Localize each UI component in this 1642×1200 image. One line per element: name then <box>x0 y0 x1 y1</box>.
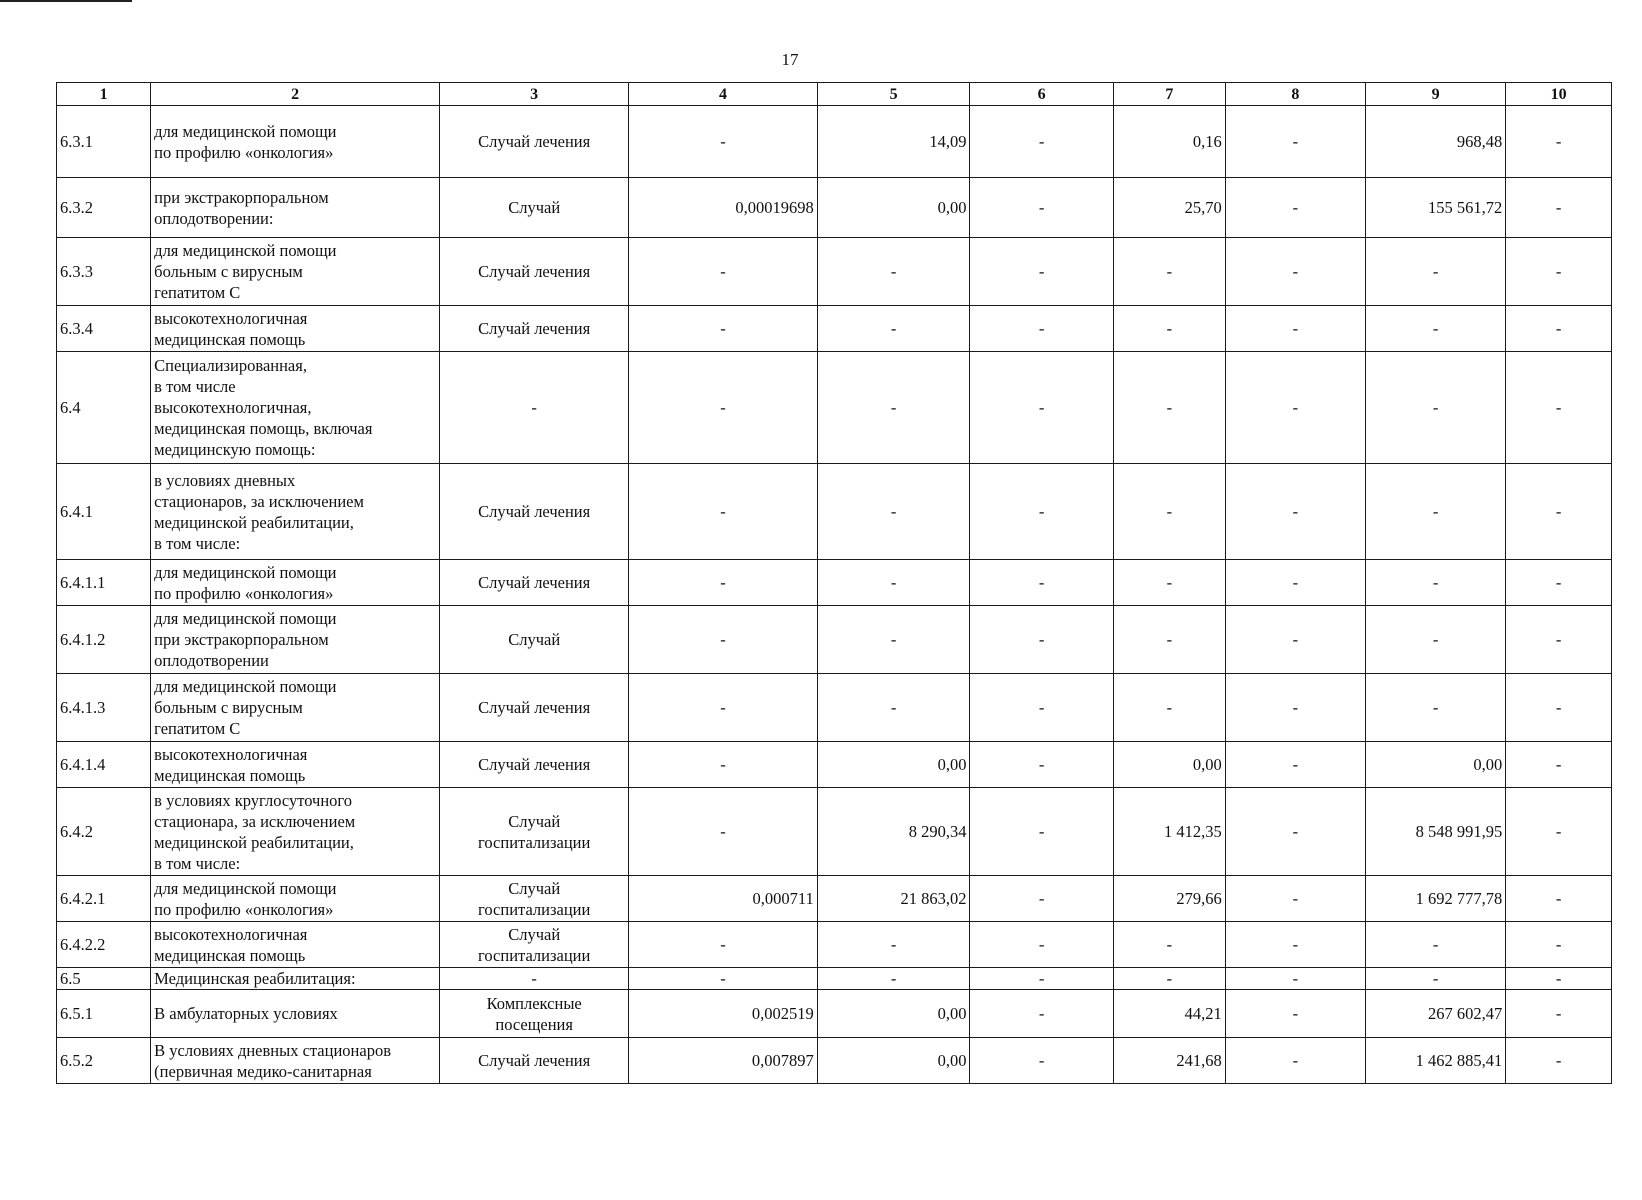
col9-value: - <box>1366 968 1506 990</box>
col9-value: 155 561,72 <box>1366 178 1506 238</box>
row-code: 6.4 <box>57 352 151 464</box>
row-unit: Случай лечения <box>439 464 628 560</box>
col4-value: - <box>629 106 817 178</box>
col9-value: 968,48 <box>1366 106 1506 178</box>
col7-value: - <box>1113 968 1225 990</box>
corner-rule <box>0 0 132 2</box>
row-unit: - <box>439 352 628 464</box>
col5-value: - <box>817 922 970 968</box>
table-row <box>57 464 1612 560</box>
col7-value: 279,66 <box>1113 876 1225 922</box>
col4-value: - <box>629 352 817 464</box>
col5-value: - <box>817 606 970 674</box>
row-code: 6.5.2 <box>57 1038 151 1084</box>
row-name: для медицинской помощи по профилю «онкология» <box>151 106 440 178</box>
row-unit: Случай госпитализации <box>439 788 628 876</box>
row-code: 6.4.2.1 <box>57 876 151 922</box>
row-code: 6.5.1 <box>57 990 151 1038</box>
col6-value: - <box>970 306 1113 352</box>
column-header-4: 4 <box>629 83 817 106</box>
table-row <box>57 968 1612 990</box>
row-code: 6.4.2.2 <box>57 922 151 968</box>
column-header-9: 9 <box>1366 83 1506 106</box>
row-code: 6.4.1 <box>57 464 151 560</box>
row-name: для медицинской помощи по профилю «онкология» <box>151 560 440 606</box>
column-header-10: 10 <box>1506 83 1612 106</box>
col7-value: - <box>1113 560 1225 606</box>
row-name: для медицинской помощи больным с вирусным гепатитом С <box>151 238 440 306</box>
row-name: для медицинской помощи больным с вирусным гепатитом С <box>151 674 440 742</box>
col6-value: - <box>970 178 1113 238</box>
col5-value: - <box>817 238 970 306</box>
row-code: 6.3.2 <box>57 178 151 238</box>
table-row <box>57 674 1612 742</box>
col6-value: - <box>970 238 1113 306</box>
col9-value: - <box>1366 238 1506 306</box>
col9-value: - <box>1366 464 1506 560</box>
col8-value: - <box>1225 990 1365 1038</box>
col10-value: - <box>1506 238 1612 306</box>
col9-value: - <box>1366 560 1506 606</box>
col4-value: - <box>629 742 817 788</box>
row-unit: Случай госпитализации <box>439 876 628 922</box>
row-unit: Случай <box>439 178 628 238</box>
col10-value: - <box>1506 606 1612 674</box>
col4-value: - <box>629 306 817 352</box>
row-unit: Случай лечения <box>439 1038 628 1084</box>
col7-value: 241,68 <box>1113 1038 1225 1084</box>
col6-value: - <box>970 788 1113 876</box>
col8-value: - <box>1225 1038 1365 1084</box>
col6-value: - <box>970 560 1113 606</box>
table-row <box>57 788 1612 876</box>
table-row <box>57 560 1612 606</box>
col7-value: - <box>1113 922 1225 968</box>
row-name: Медицинская реабилитация: <box>151 968 440 990</box>
column-header-7: 7 <box>1113 83 1225 106</box>
col10-value: - <box>1506 788 1612 876</box>
col6-value: - <box>970 464 1113 560</box>
row-name: для медицинской помощи по профилю «онкология» <box>151 876 440 922</box>
col9-value: 1 462 885,41 <box>1366 1038 1506 1084</box>
col8-value: - <box>1225 238 1365 306</box>
row-unit: Случай лечения <box>439 742 628 788</box>
col6-value: - <box>970 922 1113 968</box>
col10-value: - <box>1506 560 1612 606</box>
col9-value: - <box>1366 922 1506 968</box>
col5-value: 0,00 <box>817 1038 970 1084</box>
col5-value: 8 290,34 <box>817 788 970 876</box>
row-unit: Случай лечения <box>439 674 628 742</box>
col8-value: - <box>1225 968 1365 990</box>
row-unit: Случай лечения <box>439 238 628 306</box>
col10-value: - <box>1506 352 1612 464</box>
col10-value: - <box>1506 990 1612 1038</box>
column-header-2: 2 <box>151 83 440 106</box>
col8-value: - <box>1225 674 1365 742</box>
row-name: Специализированная, в том числе высокотехнологичная, медицинская помощь, включая медицинскую помощь: <box>151 352 440 464</box>
col5-value: 0,00 <box>817 742 970 788</box>
col6-value: - <box>970 1038 1113 1084</box>
row-code: 6.3.4 <box>57 306 151 352</box>
col9-value: - <box>1366 306 1506 352</box>
col5-value: 0,00 <box>817 990 970 1038</box>
col7-value: - <box>1113 306 1225 352</box>
row-unit: Случай лечения <box>439 560 628 606</box>
col8-value: - <box>1225 742 1365 788</box>
table-row <box>57 106 1612 178</box>
table-body <box>57 106 1612 1084</box>
col4-value: - <box>629 560 817 606</box>
col6-value: - <box>970 352 1113 464</box>
col10-value: - <box>1506 742 1612 788</box>
col7-value: - <box>1113 674 1225 742</box>
col7-value: 25,70 <box>1113 178 1225 238</box>
row-code: 6.4.1.4 <box>57 742 151 788</box>
col8-value: - <box>1225 606 1365 674</box>
col8-value: - <box>1225 306 1365 352</box>
row-name: высокотехнологичная медицинская помощь <box>151 742 440 788</box>
page-number: 17 <box>781 50 799 69</box>
col5-value: 0,00 <box>817 178 970 238</box>
row-code: 6.4.1.2 <box>57 606 151 674</box>
table-row <box>57 238 1612 306</box>
col4-value: 0,00019698 <box>629 178 817 238</box>
col9-value: 0,00 <box>1366 742 1506 788</box>
col9-value: - <box>1366 606 1506 674</box>
column-header-8: 8 <box>1225 83 1365 106</box>
col9-value: - <box>1366 352 1506 464</box>
col4-value: 0,000711 <box>629 876 817 922</box>
col7-value: - <box>1113 464 1225 560</box>
table-row <box>57 922 1612 968</box>
row-name: В амбулаторных условиях <box>151 990 440 1038</box>
table-row <box>57 606 1612 674</box>
row-unit: Комплексные посещения <box>439 990 628 1038</box>
row-name: в условиях круглосуточного стационара, за исключением медицинской реабилитации, в том числе: <box>151 788 440 876</box>
col4-value: - <box>629 464 817 560</box>
column-header-1: 1 <box>57 83 151 106</box>
row-code: 6.4.2 <box>57 788 151 876</box>
col4-value: - <box>629 238 817 306</box>
col10-value: - <box>1506 106 1612 178</box>
col7-value: 44,21 <box>1113 990 1225 1038</box>
row-name: при экстракорпоральном оплодотворении: <box>151 178 440 238</box>
table-row <box>57 352 1612 464</box>
row-code: 6.3.1 <box>57 106 151 178</box>
col10-value: - <box>1506 876 1612 922</box>
col8-value: - <box>1225 352 1365 464</box>
col4-value: 0,002519 <box>629 990 817 1038</box>
table-row <box>57 742 1612 788</box>
col10-value: - <box>1506 178 1612 238</box>
col6-value: - <box>970 876 1113 922</box>
col5-value: - <box>817 560 970 606</box>
row-unit: Случай лечения <box>439 106 628 178</box>
row-name: в условиях дневных стационаров, за исключением медицинской реабилитации, в том числе: <box>151 464 440 560</box>
table-row <box>57 306 1612 352</box>
row-name: высокотехнологичная медицинская помощь <box>151 922 440 968</box>
col6-value: - <box>970 106 1113 178</box>
column-header-5: 5 <box>817 83 970 106</box>
col5-value: - <box>817 306 970 352</box>
col6-value: - <box>970 674 1113 742</box>
col8-value: - <box>1225 106 1365 178</box>
col8-value: - <box>1225 876 1365 922</box>
row-code: 6.5 <box>57 968 151 990</box>
col10-value: - <box>1506 922 1612 968</box>
row-name: В условиях дневных стационаров (первичная медико-санитарная <box>151 1038 440 1084</box>
col10-value: - <box>1506 968 1612 990</box>
col10-value: - <box>1506 1038 1612 1084</box>
table-row <box>57 178 1612 238</box>
col9-value: 267 602,47 <box>1366 990 1506 1038</box>
col6-value: - <box>970 742 1113 788</box>
col9-value: - <box>1366 674 1506 742</box>
col4-value: 0,007897 <box>629 1038 817 1084</box>
table-row <box>57 990 1612 1038</box>
col9-value: 8 548 991,95 <box>1366 788 1506 876</box>
col5-value: - <box>817 674 970 742</box>
col8-value: - <box>1225 560 1365 606</box>
col5-value: 14,09 <box>817 106 970 178</box>
col5-value: - <box>817 464 970 560</box>
col10-value: - <box>1506 674 1612 742</box>
col5-value: - <box>817 968 970 990</box>
col8-value: - <box>1225 922 1365 968</box>
row-unit: Случай <box>439 606 628 674</box>
col6-value: - <box>970 606 1113 674</box>
row-unit: Случай госпитализации <box>439 922 628 968</box>
col6-value: - <box>970 968 1113 990</box>
col4-value: - <box>629 606 817 674</box>
row-unit: Случай лечения <box>439 306 628 352</box>
col7-value: - <box>1113 352 1225 464</box>
row-code: 6.3.3 <box>57 238 151 306</box>
col5-value: - <box>817 352 970 464</box>
col7-value: 0,16 <box>1113 106 1225 178</box>
col10-value: - <box>1506 306 1612 352</box>
row-code: 6.4.1.1 <box>57 560 151 606</box>
row-name: для медицинской помощи при экстракорпоральном оплодотворении <box>151 606 440 674</box>
col4-value: - <box>629 674 817 742</box>
col7-value: 0,00 <box>1113 742 1225 788</box>
col6-value: - <box>970 990 1113 1038</box>
column-header-6: 6 <box>970 83 1113 106</box>
col7-value: - <box>1113 238 1225 306</box>
column-number-header-row <box>57 83 1612 106</box>
column-header-3: 3 <box>439 83 628 106</box>
table-row <box>57 1038 1612 1084</box>
col4-value: - <box>629 788 817 876</box>
col4-value: - <box>629 968 817 990</box>
col5-value: 21 863,02 <box>817 876 970 922</box>
col4-value: - <box>629 922 817 968</box>
table-row <box>57 876 1612 922</box>
col8-value: - <box>1225 788 1365 876</box>
col7-value: - <box>1113 606 1225 674</box>
row-unit: - <box>439 968 628 990</box>
col10-value: - <box>1506 464 1612 560</box>
data-table <box>56 82 1612 1084</box>
col8-value: - <box>1225 178 1365 238</box>
col7-value: 1 412,35 <box>1113 788 1225 876</box>
col9-value: 1 692 777,78 <box>1366 876 1506 922</box>
row-name: высокотехнологичная медицинская помощь <box>151 306 440 352</box>
col8-value: - <box>1225 464 1365 560</box>
row-code: 6.4.1.3 <box>57 674 151 742</box>
